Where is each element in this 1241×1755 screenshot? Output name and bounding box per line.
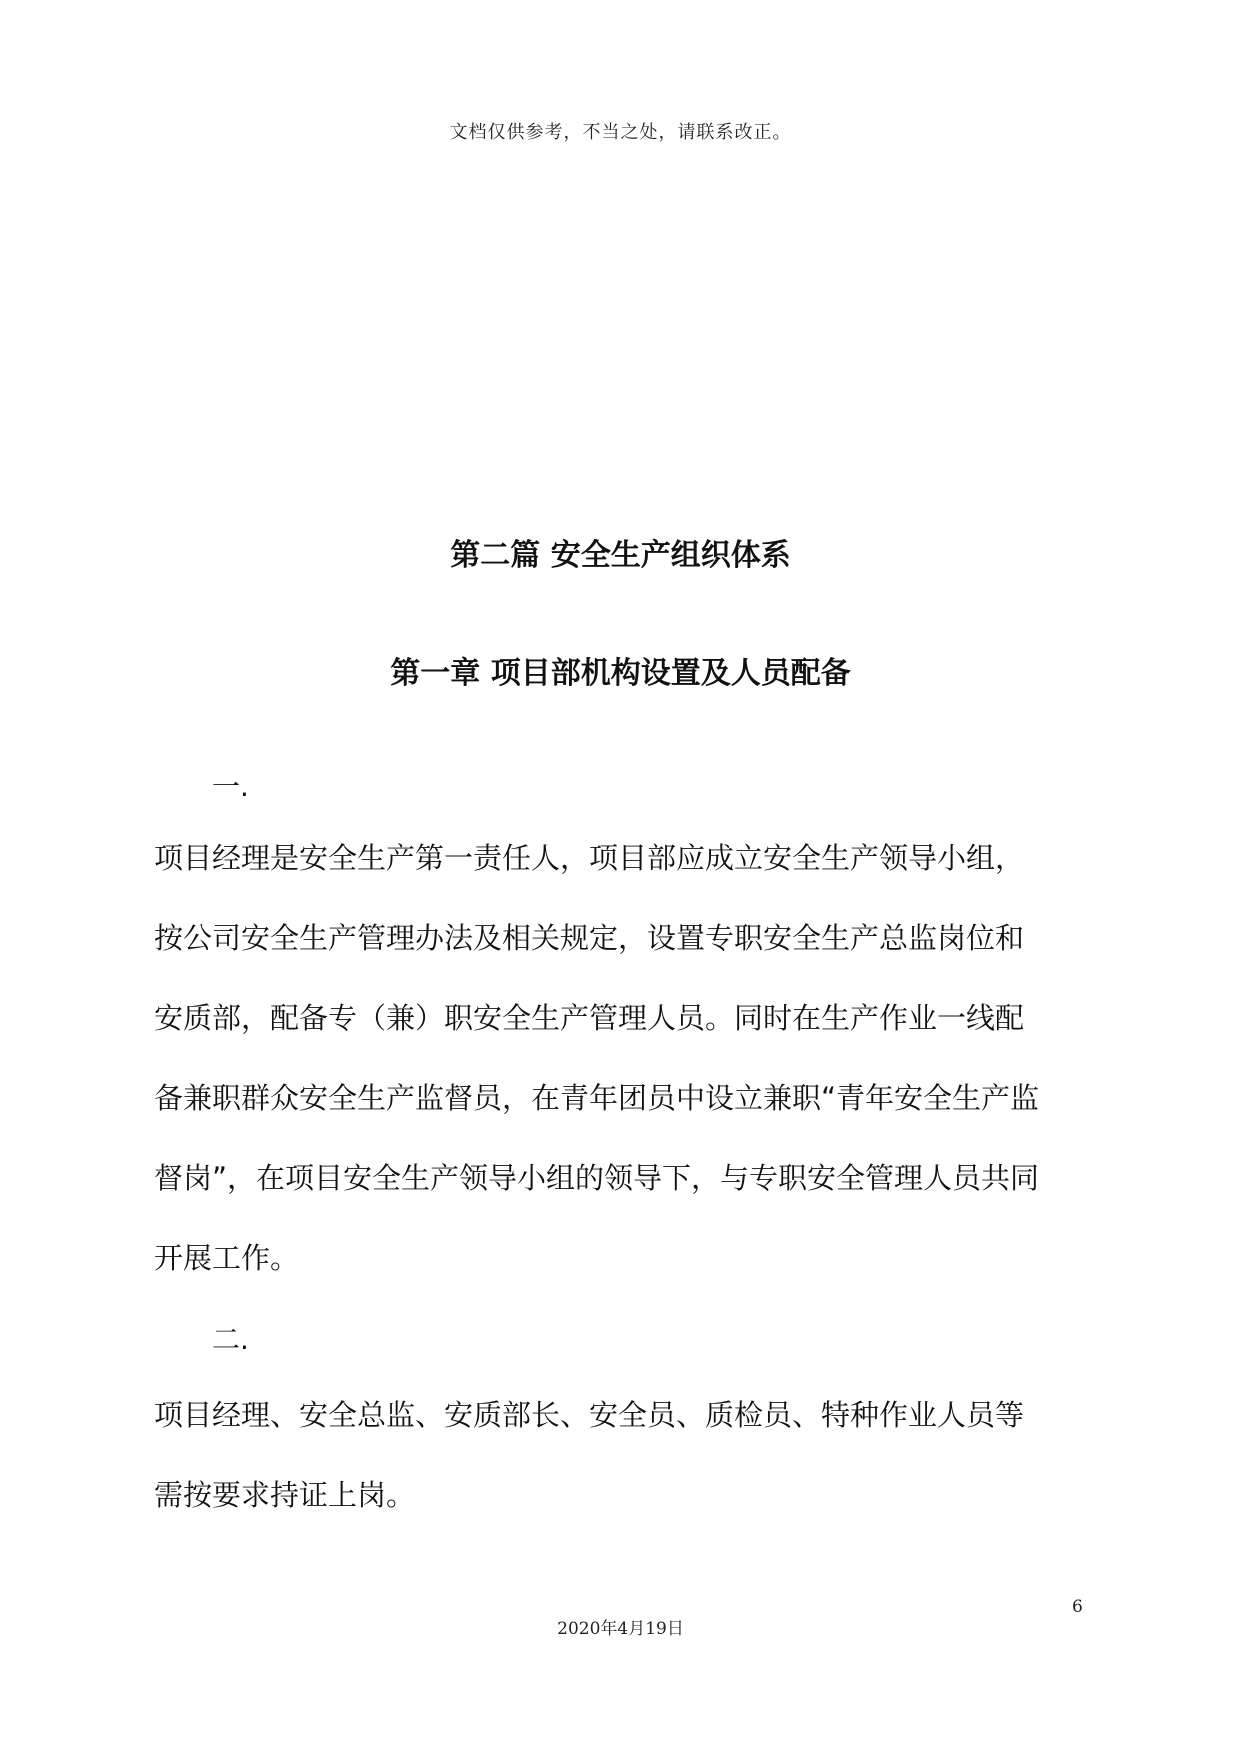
section-marker-1: 一.	[212, 770, 249, 803]
paragraph-line: 开展工作。	[154, 1241, 300, 1275]
paragraph-line: 需按要求持证上岗。	[154, 1478, 416, 1512]
chapter-title: 第一章 项目部机构设置及人员配备	[390, 656, 851, 691]
footer-date: 2020年4月19日	[557, 1619, 684, 1639]
header-note: 文档仅供参考，不当之处，请联系改正。	[449, 122, 792, 143]
paragraph-line: 项目经理、安全总监、安质部长、安全员、质检员、特种作业人员等	[154, 1398, 1025, 1432]
paragraph-line: 项目经理是安全生产第一责任人，项目部应成立安全生产领导小组，	[154, 841, 1025, 875]
paragraph-line: 按公司安全生产管理办法及相关规定，设置专职安全生产总监岗位和	[154, 921, 1025, 955]
paragraph-line: 督岗”，在项目安全生产领导小组的领导下，与专职安全管理人员共同	[154, 1161, 1040, 1195]
page-number: 6	[1072, 1597, 1083, 1617]
paragraph-line: 安质部，配备专（兼）职安全生产管理人员。同时在生产作业一线配	[154, 1001, 1025, 1035]
part-title: 第二篇 安全生产组织体系	[450, 538, 791, 573]
section-marker-2: 二.	[212, 1323, 249, 1356]
paragraph-line: 备兼职群众安全生产监督员，在青年团员中设立兼职“青年安全生产监	[154, 1081, 1040, 1115]
